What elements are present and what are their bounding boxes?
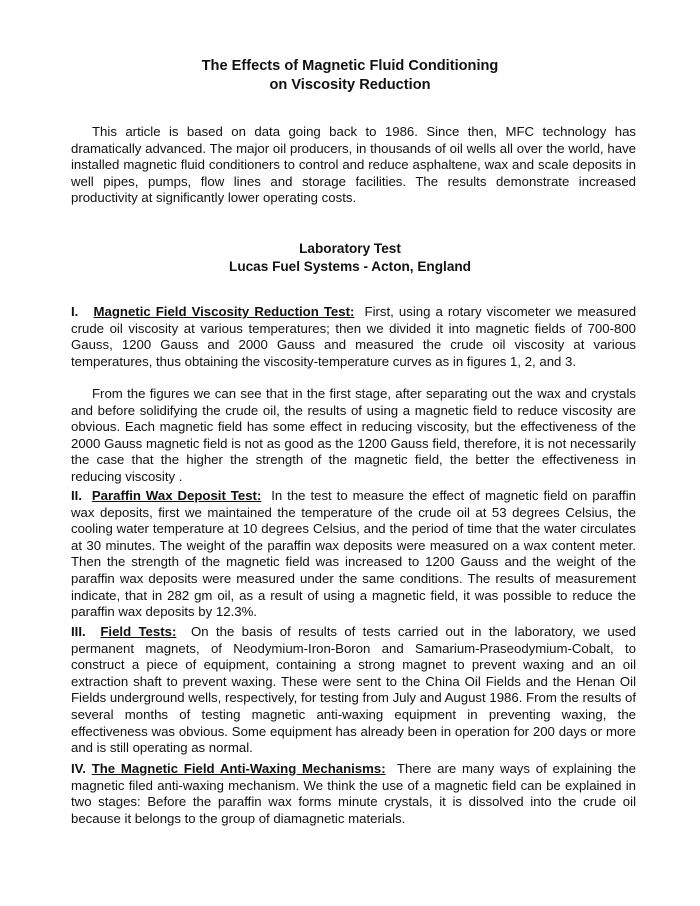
section-4-text: There are many ways of explaining the magnetic filed anti-waxing mechanism. We think the use of a magnetic field can be explained in two stages: Before the paraffin wax forms minute crystals, it is dissolved into the crude oil because it belongs to the group of diamagnetic materials. bbox=[71, 761, 637, 826]
intro-paragraph: This article is based on data going back to 1986. Since then, MFC technology has dramatically advanced. The major oil producers, in thousands of oil wells all over the world, have installed magnetic fluid conditioners to control and reduce asphaltene, wax and scale deposits in well pipes, pumps, flow lines and storage facilities. The results demonstrate increased productivity at significantly lower operating costs. bbox=[71, 124, 636, 206]
section-2-text: In the test to measure the effect of magnetic field on paraffin wax deposits, first we maintained the temperature of the crude oil at 53 degrees Celsius, the cooling water temperature at 10 degrees Celsius, and the period of time that the water circulates at 30 minutes. The weight of the paraffin wax deposits were measured on a wax content meter. Then the strength of the magnetic field was increased to 1200 Gauss and the weight of the paraffin wax deposits were measured under the same conditions. The results of measurement indicate, that in 282 gm oil, as a result of using a magnetic field, it was possible to reduce the paraffin wax deposits by 12.3%. bbox=[71, 488, 636, 620]
section-2-paragraph bbox=[71, 488, 636, 621]
title-line-1: The Effects of Magnetic Fluid Conditioning bbox=[201, 58, 499, 74]
section-3-paragraph bbox=[71, 624, 636, 757]
section-3-heading bbox=[71, 624, 176, 639]
section-1-paragraph-2: From the figures we can see that in the first stage, after separating out the wax and crystals and before solidifying the crude oil, the results of using a magnetic field to reduce viscosity are obvious. Each magnetic field has some effect in reducing viscosity, but the effectiveness of the 2000 Gauss magnetic field is not as good as the 1200 Gauss field, therefore, it is not necessarily the case that the higher the strength of the magnetic field, the better the effectiveness in reducing viscosity . bbox=[71, 386, 636, 484]
section-1-paragraph bbox=[71, 304, 636, 370]
section-1-title: Magnetic Field Viscosity Reduction Test: bbox=[93, 304, 355, 319]
lab-heading-line-2: Lucas Fuel Systems - Acton, England bbox=[229, 259, 471, 274]
section-2-title: Paraffin Wax Deposit Test: bbox=[91, 488, 262, 503]
section-1-text: First, using a rotary viscometer we measured crude oil viscosity at various temperatures; then we divided it into magnetic fields of 700-800 Gauss, 1200 Gauss and 2000 Gauss and measured the crude oil viscosity at various temperatures, thus obtaining the viscosity-temperature curves as in figures 1, 2, and 3. bbox=[71, 304, 637, 369]
section-4-paragraph bbox=[71, 761, 636, 827]
lab-test-heading bbox=[0, 240, 700, 276]
section-2-heading bbox=[71, 488, 261, 503]
lab-heading-line-1: Laboratory Test bbox=[299, 241, 401, 256]
section-3-text: On the basis of results of tests carried out in the laboratory, we used permanent magnets, of Neodymium-Iron-Boron and Samarium-Praseodymium-Cobalt, to construct a piece of equipment, containing a strong magnet to prevent waxing and an oil extraction shaft to prevent waxing. These were sent to the China Oil Fields and the Henan Oil Fields underground wells, respectively, for testing from July and August 1986. From the results of several months of testing magnetic anti-waxing equipment in preventing waxing, the effectiveness was obvious. Some equipment has already been in operation for 200 days or more and is still operating as normal. bbox=[71, 624, 636, 756]
section-2-number: II. bbox=[71, 488, 82, 503]
section-3-number: III. bbox=[71, 624, 86, 639]
document-title bbox=[0, 57, 700, 95]
section-4-heading bbox=[71, 761, 386, 776]
section-4-number: IV. bbox=[71, 761, 86, 776]
section-3-title: Field Tests: bbox=[100, 624, 177, 639]
section-1-heading bbox=[71, 304, 354, 319]
title-line-2: on Viscosity Reduction bbox=[269, 77, 431, 93]
section-1-number: I. bbox=[71, 304, 79, 319]
section-4-title: The Magnetic Field Anti-Waxing Mechanisms: bbox=[91, 761, 386, 776]
